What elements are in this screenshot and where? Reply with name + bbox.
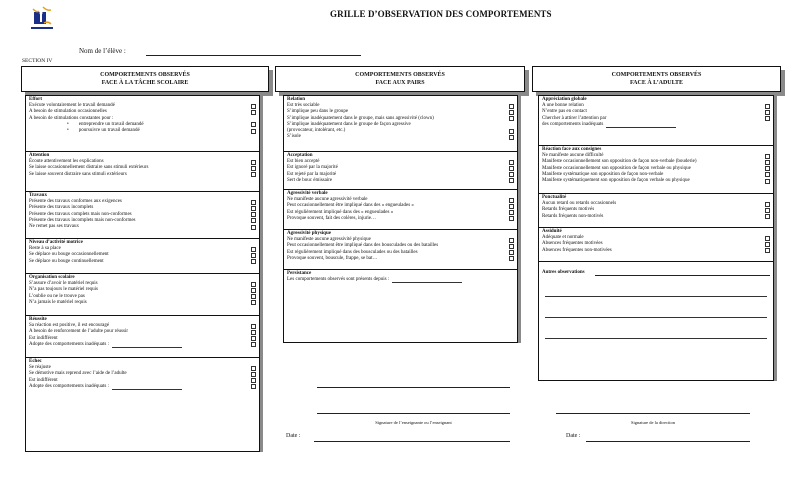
item-label: [542, 178, 690, 184]
column-header-line1: COMPORTEMENTS OBSERVÉS: [355, 72, 445, 78]
checklist-item: [542, 248, 770, 254]
item-text: A besoin de renforcement de l’adulte pour réussir: [29, 329, 128, 335]
item-text: A une bonne relation: [542, 103, 584, 109]
page-title: GRILLE D’OBSERVATION DES COMPORTEMENTS: [330, 9, 552, 19]
checkbox[interactable]: [509, 204, 514, 209]
checkbox[interactable]: [765, 202, 770, 207]
item-label: [29, 259, 104, 265]
item-text: Reste à sa place: [29, 246, 61, 252]
item-text: Ne manifeste aucune agressivité physique: [287, 237, 371, 243]
group-organisation-scolaire: [26, 274, 259, 316]
item-text: Manifeste systématiquement son opposition de façon verbale ou physique: [542, 178, 690, 184]
checkbox[interactable]: [509, 244, 514, 249]
group-effort: [26, 96, 259, 152]
checkbox[interactable]: [509, 135, 514, 140]
column-header-line2: FACE À LA TÂCHE SCOLAIRE: [101, 80, 189, 86]
item-text: Est indifférent: [29, 335, 58, 341]
checklist-item: [287, 134, 514, 140]
group-title: Échec: [29, 359, 42, 364]
item-text: Se laisse souvent distraire sans stimuli extérieurs: [29, 171, 127, 177]
checklist-item: [542, 178, 770, 184]
item-text: S’implique peu dans le groupe: [287, 109, 349, 115]
checkbox[interactable]: [765, 116, 770, 121]
other-observations-section: [539, 262, 773, 360]
column-header-line2: FACE AUX PAIRS: [375, 80, 425, 86]
checkbox[interactable]: [251, 129, 256, 134]
item-text: Manifeste systématique son opposition de façon non-verbale: [542, 171, 664, 177]
checklist-item: [29, 342, 256, 348]
group-title: Agressivité verbale: [287, 191, 328, 196]
column-header-peers: [275, 66, 525, 92]
item-text: L’oublie ou ne le trouve pas: [29, 293, 85, 299]
column-header-line1: COMPORTEMENTS OBSERVÉS: [611, 72, 702, 78]
item-text: S’implique inadéquatement dans le groupe, mais sans agressivité (clown): [287, 115, 434, 121]
other-observations-line[interactable]: [595, 274, 770, 276]
group-agressivite-verbale: [284, 190, 517, 230]
item-text: Se déplace ou bouge continuellement: [29, 258, 104, 264]
item-label: [29, 342, 182, 348]
item-label: [287, 134, 301, 140]
item-text: Ne manifeste aucune agressivité verbale: [287, 197, 368, 203]
item-text: des comportements inadéquats: [542, 121, 604, 127]
checkbox[interactable]: [509, 160, 514, 165]
checkbox[interactable]: [509, 116, 514, 121]
item-text: Écoute attentivement les explications: [29, 159, 104, 165]
group-acceptation: [284, 152, 517, 190]
group-niveau-d-activite-motrice: [26, 239, 259, 274]
other-observations-line[interactable]: [545, 296, 767, 297]
checklist-item: [287, 216, 514, 222]
item-text: Est rejeté par la majorité: [287, 171, 337, 177]
group-title: Relation: [287, 97, 306, 102]
item-text: Adéquate et normale: [542, 235, 584, 241]
checkbox[interactable]: [765, 160, 770, 165]
checkbox[interactable]: [251, 206, 256, 211]
group-appreciation-globale: [539, 96, 773, 146]
task-behaviour-panel: [25, 95, 260, 452]
item-text: Peut occasionnellement être impliqué dans des bousculades ou des batailles: [287, 243, 439, 249]
item-text: N’entre pas en contact: [542, 109, 587, 115]
item-text: Exécute volontairement le travail demandé: [29, 103, 115, 109]
checkbox[interactable]: [765, 242, 770, 247]
item-text: Ne manifeste aucune difficulté: [542, 153, 604, 159]
checkbox[interactable]: [509, 238, 514, 243]
item-label: [287, 256, 378, 262]
checkbox[interactable]: [509, 172, 514, 177]
fill-in-blank[interactable]: [392, 277, 462, 283]
adult-behaviour-panel: [538, 95, 774, 381]
item-label: [287, 277, 462, 283]
checklist-item: [287, 277, 514, 283]
checkbox[interactable]: [251, 172, 256, 177]
fill-in-blank[interactable]: [606, 122, 676, 128]
school-board-logo-icon: [31, 5, 53, 31]
checkbox[interactable]: [765, 236, 770, 241]
item-text: N’a jamais le matériel requis: [29, 299, 87, 305]
checkbox[interactable]: [251, 253, 256, 258]
item-label: [542, 122, 676, 128]
item-text: Est très sociable: [287, 103, 320, 109]
item-text: A besoin de stimulation occasionnelles: [29, 109, 107, 115]
checkbox[interactable]: [251, 378, 256, 383]
group-reussite: [26, 316, 259, 358]
checkbox[interactable]: [765, 214, 770, 219]
item-label: [29, 224, 79, 230]
column-header-line2: FACE À L’ADULTE: [629, 80, 684, 86]
item-text: Présente des travaux complets mais non-conformes: [29, 211, 132, 217]
checkbox[interactable]: [251, 218, 256, 223]
checkbox[interactable]: [251, 200, 256, 205]
group-relation: [284, 96, 517, 152]
item-text: entreprendre un travail demandé: [78, 121, 144, 127]
checkbox[interactable]: [251, 104, 256, 109]
item-text: Est régulièrement impliqué dans des bousculades ou des batailles: [287, 249, 418, 255]
other-observations-line[interactable]: [545, 317, 767, 318]
group-title: Travaux: [29, 193, 47, 198]
checkbox[interactable]: [509, 129, 514, 134]
direction-date-field[interactable]: [586, 441, 750, 442]
teacher-signature-line-1[interactable]: [317, 387, 510, 388]
group-title: Organisation scolaire: [29, 275, 75, 280]
fill-in-blank[interactable]: [112, 384, 182, 390]
checkbox[interactable]: [509, 198, 514, 203]
group-title: Réussite: [29, 317, 47, 322]
item-text: Ne remet pas ses travaux: [29, 224, 79, 230]
group-title: Réaction face aux consignes: [542, 147, 602, 152]
checkbox[interactable]: [765, 154, 770, 159]
group-title: Appréciation globale: [542, 97, 587, 102]
checkbox[interactable]: [251, 212, 256, 217]
checkbox[interactable]: [509, 166, 514, 171]
column-header-task: [21, 66, 269, 92]
checkbox[interactable]: [765, 104, 770, 109]
column-header-line1: COMPORTEMENTS OBSERVÉS: [100, 72, 190, 78]
other-observations-label: Autres observations: [542, 270, 585, 275]
group-persistance: [284, 270, 517, 300]
group-reaction-face-aux-consignes: [539, 146, 773, 194]
checklist-item: [29, 259, 256, 265]
teacher-signature-line-2[interactable]: [317, 413, 510, 414]
item-text: poursuivre un travail demandé: [78, 128, 140, 134]
checkbox[interactable]: [509, 250, 514, 255]
group-title: Niveau d’activité motrice: [29, 240, 83, 245]
checkbox[interactable]: [251, 247, 256, 252]
group-title: Effort: [29, 97, 43, 102]
item-label: [542, 248, 612, 254]
item-text: S’isole: [287, 134, 301, 140]
direction-date-label: Date :: [566, 433, 581, 439]
checklist-item: [29, 300, 256, 306]
item-text: Provoque souvent, fait des colères, injurie…: [287, 215, 377, 221]
item-text: Présente des travaux incomplets: [29, 205, 94, 211]
item-text: Est bien accepté: [287, 159, 320, 165]
group-echec: [26, 358, 259, 400]
checklist-item: [287, 178, 514, 184]
group-title: Ponctualité: [542, 195, 567, 200]
checkbox[interactable]: [251, 330, 256, 335]
item-text: Absences fréquentes non-motivées: [542, 247, 612, 253]
item-label: [29, 384, 182, 390]
checkbox[interactable]: [765, 166, 770, 171]
checklist-item: [29, 384, 256, 390]
checkbox[interactable]: [509, 216, 514, 221]
checkbox[interactable]: [251, 166, 256, 171]
teacher-signature-caption: Signature de l’enseignante ou l’enseignant: [375, 420, 452, 425]
checkbox[interactable]: [509, 256, 514, 261]
fill-in-blank[interactable]: [112, 342, 182, 348]
item-text: Sert de bouc émissaire: [287, 177, 333, 183]
student-name-field[interactable]: [146, 55, 361, 56]
checkbox[interactable]: [251, 384, 256, 389]
checkbox[interactable]: [765, 179, 770, 184]
item-text: Chercher à attirer l’attention par: [542, 115, 607, 121]
checklist-item: [542, 214, 770, 220]
section-label: SECTION IV: [22, 58, 53, 64]
checkbox[interactable]: [251, 294, 256, 299]
checkbox[interactable]: [251, 324, 256, 329]
checklist-item: [29, 172, 256, 178]
checkbox[interactable]: [251, 259, 256, 264]
group-title: Attention: [29, 153, 50, 158]
checklist-item: [287, 256, 514, 262]
direction-signature-caption: Signature de la direction: [630, 420, 676, 425]
teacher-date-field[interactable]: [314, 441, 510, 442]
item-text: Aucun retard ou retards occasionnels: [542, 201, 617, 207]
checkbox[interactable]: [251, 288, 256, 293]
item-text: Présente des travaux incomplets mais non-conformes: [29, 217, 136, 223]
checkbox[interactable]: [765, 248, 770, 253]
checkbox[interactable]: [509, 110, 514, 115]
item-label: [29, 172, 127, 178]
item-text: Se réajuste: [29, 365, 51, 371]
teacher-date-label: Date :: [286, 433, 301, 439]
item-text: N’a pas toujours le matériel requis: [29, 287, 99, 293]
item-label: [29, 300, 87, 306]
checkbox[interactable]: [251, 122, 256, 127]
checkbox[interactable]: [251, 300, 256, 305]
checkbox[interactable]: [765, 208, 770, 213]
checkbox[interactable]: [251, 110, 256, 115]
checkbox[interactable]: [509, 104, 514, 109]
checklist-item: [29, 128, 256, 134]
checklist-item: [542, 122, 770, 128]
checkbox[interactable]: [251, 282, 256, 287]
item-text: Se déplace ou bouge occasionnellement: [29, 252, 109, 258]
item-text: Les comportements observés sont présents depuis :: [287, 277, 390, 283]
group-title: Assiduité: [542, 229, 562, 234]
item-text: Est ignoré par la majorité: [287, 165, 338, 171]
item-text: (provocateur, intolérant, etc.): [287, 128, 346, 134]
item-text: Manifeste occasionnellement son opposition de façon verbale ou physique: [542, 165, 691, 171]
item-text: Retards fréquents motivés: [542, 207, 595, 213]
group-title: Persistance: [287, 271, 312, 276]
item-text: Se laisse occasionnellement distraire sans stimuli extérieurs: [29, 165, 149, 171]
column-header-adult: [532, 66, 781, 92]
checkbox[interactable]: [251, 366, 256, 371]
checkbox[interactable]: [509, 210, 514, 215]
item-text: A besoin de stimulations constantes pour :: [29, 115, 114, 121]
item-label: [287, 216, 376, 222]
item-label: [29, 128, 140, 134]
item-text: S’implique inadéquatement dans le groupe de façon agressive: [287, 121, 411, 127]
item-text: Sa réaction est positive, il est encouragé: [29, 323, 110, 329]
item-label: [542, 214, 603, 220]
item-text: Adopte des comportements inadéquats :: [29, 341, 109, 347]
checkbox[interactable]: [765, 110, 770, 115]
item-text: S’assure d’avoir le matériel requis: [29, 281, 98, 287]
peer-behaviour-panel: [283, 95, 518, 343]
checkbox[interactable]: [509, 178, 514, 183]
item-text: Est indifférent: [29, 377, 58, 383]
group-title: Acceptation: [287, 153, 313, 158]
checkbox[interactable]: [251, 160, 256, 165]
checkbox[interactable]: [251, 372, 256, 377]
item-text: Est régulièrement impliqué dans des « engueulades »: [287, 209, 394, 215]
group-travaux: [26, 192, 259, 239]
checkbox[interactable]: [251, 342, 256, 347]
other-observations-line[interactable]: [545, 338, 767, 339]
checkbox[interactable]: [251, 225, 256, 230]
group-agressivite-physique: [284, 230, 517, 270]
item-text: Se démotive mais reprend avec l’aide de l’adulte: [29, 371, 127, 377]
checklist-item: [29, 224, 256, 230]
direction-signature-line[interactable]: [556, 413, 750, 414]
item-text: Provoque souvent, bouscule, frappe, se bat…: [287, 255, 378, 261]
item-text: Retards fréquents non-motivés: [542, 213, 604, 219]
item-label: [287, 178, 332, 184]
checkbox[interactable]: [251, 336, 256, 341]
item-text: Présente des travaux conformes aux exigences: [29, 199, 122, 205]
item-text: Peut occasionnellement être impliqué dans des « engueulades »: [287, 203, 414, 209]
group-assiduite: [539, 228, 773, 262]
student-name-label: Nom de l’élève :: [79, 47, 126, 55]
group-attention: [26, 152, 259, 192]
checkbox[interactable]: [765, 172, 770, 177]
item-text: Adopte des comportements inadéquats :: [29, 383, 109, 389]
group-title: Agressivité physique: [287, 231, 331, 236]
item-text: Manifeste occasionnellement son opposition de façon non-verbale (bouderie): [542, 159, 697, 165]
group-ponctualite: [539, 194, 773, 228]
item-text: Absences fréquentes motivées: [542, 241, 603, 247]
